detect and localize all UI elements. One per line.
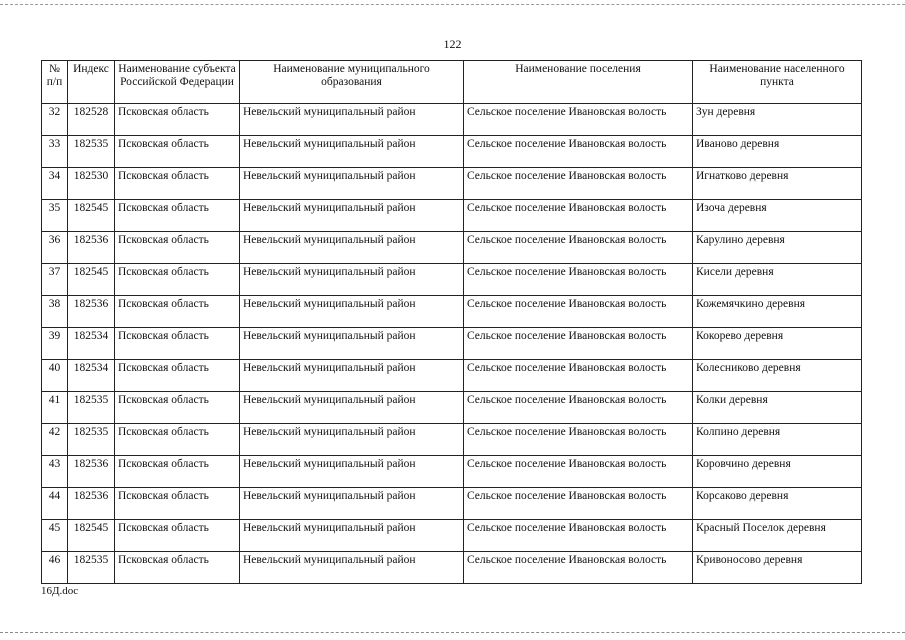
cell-index: 182536 [68, 296, 115, 328]
cell-subject: Псковская область [115, 360, 240, 392]
cell-index: 182535 [68, 552, 115, 584]
cell-num: 38 [42, 296, 68, 328]
cell-index: 182530 [68, 168, 115, 200]
cell-index: 182534 [68, 328, 115, 360]
cell-settlement: Сельское поселение Ивановская волость [464, 488, 693, 520]
cell-num: 44 [42, 488, 68, 520]
cell-settlement: Сельское поселение Ивановская волость [464, 424, 693, 456]
table-row [42, 392, 862, 424]
cell-locality: Кисели деревня [693, 264, 862, 296]
cell-subject: Псковская область [115, 296, 240, 328]
cell-municipal: Невельский муниципальный район [240, 456, 464, 488]
footer-filename: 16Д.doc [41, 585, 79, 597]
cell-municipal: Невельский муниципальный район [240, 264, 464, 296]
cell-locality: Кокорево деревня [693, 328, 862, 360]
table-row [42, 456, 862, 488]
cell-municipal: Невельский муниципальный район [240, 552, 464, 584]
cell-settlement: Сельское поселение Ивановская волость [464, 328, 693, 360]
cell-index: 182536 [68, 232, 115, 264]
cell-settlement: Сельское поселение Ивановская волость [464, 456, 693, 488]
cell-subject: Псковская область [115, 104, 240, 136]
cell-num: 45 [42, 520, 68, 552]
cell-municipal: Невельский муниципальный район [240, 104, 464, 136]
cell-subject: Псковская область [115, 200, 240, 232]
cell-settlement: Сельское поселение Ивановская волость [464, 200, 693, 232]
cell-index: 182535 [68, 392, 115, 424]
cell-index: 182535 [68, 136, 115, 168]
cell-num: 43 [42, 456, 68, 488]
cell-locality: Зун деревня [693, 104, 862, 136]
cell-num: 41 [42, 392, 68, 424]
cell-municipal: Невельский муниципальный район [240, 392, 464, 424]
cell-municipal: Невельский муниципальный район [240, 200, 464, 232]
cell-subject: Псковская область [115, 424, 240, 456]
cell-num: 32 [42, 104, 68, 136]
cell-num: 33 [42, 136, 68, 168]
cell-num: 40 [42, 360, 68, 392]
cell-municipal: Невельский муниципальный район [240, 360, 464, 392]
cell-municipal: Невельский муниципальный район [240, 168, 464, 200]
table-row [42, 136, 862, 168]
cell-num: 36 [42, 232, 68, 264]
header-subject: Наименование субъекта Российской Федерации [115, 61, 240, 104]
cell-subject: Псковская область [115, 232, 240, 264]
table-row [42, 328, 862, 360]
cell-locality: Красный Поселок деревня [693, 520, 862, 552]
cell-locality: Корсаково деревня [693, 488, 862, 520]
cell-index: 182534 [68, 360, 115, 392]
header-municipal: Наименование муниципального образования [240, 61, 464, 104]
scan-edge-top [0, 4, 905, 5]
cell-subject: Псковская область [115, 552, 240, 584]
scan-edge-bottom [0, 632, 905, 633]
cell-num: 37 [42, 264, 68, 296]
cell-index: 182535 [68, 424, 115, 456]
cell-settlement: Сельское поселение Ивановская волость [464, 104, 693, 136]
cell-num: 35 [42, 200, 68, 232]
table-header-row [42, 61, 862, 104]
table-row [42, 296, 862, 328]
table-row [42, 488, 862, 520]
cell-settlement: Сельское поселение Ивановская волость [464, 520, 693, 552]
cell-index: 182545 [68, 264, 115, 296]
cell-settlement: Сельское поселение Ивановская волость [464, 296, 693, 328]
cell-municipal: Невельский муниципальный район [240, 296, 464, 328]
cell-index: 182545 [68, 520, 115, 552]
table-row [42, 360, 862, 392]
page-number: 122 [443, 37, 462, 51]
cell-locality: Кожемячкино деревня [693, 296, 862, 328]
cell-index: 182536 [68, 488, 115, 520]
cell-subject: Псковская область [115, 392, 240, 424]
cell-settlement: Сельское поселение Ивановская волость [464, 392, 693, 424]
cell-num: 39 [42, 328, 68, 360]
header-locality: Наименование населенного пункта [693, 61, 862, 104]
cell-locality: Иваново деревня [693, 136, 862, 168]
cell-subject: Псковская область [115, 456, 240, 488]
cell-settlement: Сельское поселение Ивановская волость [464, 264, 693, 296]
cell-index: 182528 [68, 104, 115, 136]
cell-subject: Псковская область [115, 488, 240, 520]
cell-index: 182545 [68, 200, 115, 232]
cell-locality: Коровчино деревня [693, 456, 862, 488]
cell-locality: Карулино деревня [693, 232, 862, 264]
cell-locality: Кривоносово деревня [693, 552, 862, 584]
table-row [42, 520, 862, 552]
cell-municipal: Невельский муниципальный район [240, 136, 464, 168]
header-settlement: Наименование поселения [464, 61, 693, 104]
cell-subject: Псковская область [115, 168, 240, 200]
cell-subject: Псковская область [115, 520, 240, 552]
cell-locality: Колесниково деревня [693, 360, 862, 392]
cell-num: 34 [42, 168, 68, 200]
cell-subject: Псковская область [115, 136, 240, 168]
cell-settlement: Сельское поселение Ивановская волость [464, 232, 693, 264]
cell-locality: Игнатково деревня [693, 168, 862, 200]
cell-num: 42 [42, 424, 68, 456]
table-row [42, 552, 862, 584]
cell-municipal: Невельский муниципальный район [240, 232, 464, 264]
header-index: Индекс [68, 61, 115, 104]
cell-subject: Псковская область [115, 264, 240, 296]
cell-index: 182536 [68, 456, 115, 488]
localities-table [41, 60, 862, 584]
cell-municipal: Невельский муниципальный район [240, 520, 464, 552]
cell-locality: Колпино деревня [693, 424, 862, 456]
cell-locality: Колки деревня [693, 392, 862, 424]
cell-municipal: Невельский муниципальный район [240, 488, 464, 520]
header-num: № п/п [42, 61, 68, 104]
table-row [42, 104, 862, 136]
cell-locality: Изоча деревня [693, 200, 862, 232]
table-row [42, 168, 862, 200]
cell-municipal: Невельский муниципальный район [240, 328, 464, 360]
table-row [42, 232, 862, 264]
cell-settlement: Сельское поселение Ивановская волость [464, 168, 693, 200]
cell-subject: Псковская область [115, 328, 240, 360]
cell-settlement: Сельское поселение Ивановская волость [464, 136, 693, 168]
table-body [42, 104, 862, 584]
cell-municipal: Невельский муниципальный район [240, 424, 464, 456]
table-row [42, 200, 862, 232]
table-row [42, 264, 862, 296]
cell-settlement: Сельское поселение Ивановская волость [464, 360, 693, 392]
cell-num: 46 [42, 552, 68, 584]
table-row [42, 424, 862, 456]
cell-settlement: Сельское поселение Ивановская волость [464, 552, 693, 584]
